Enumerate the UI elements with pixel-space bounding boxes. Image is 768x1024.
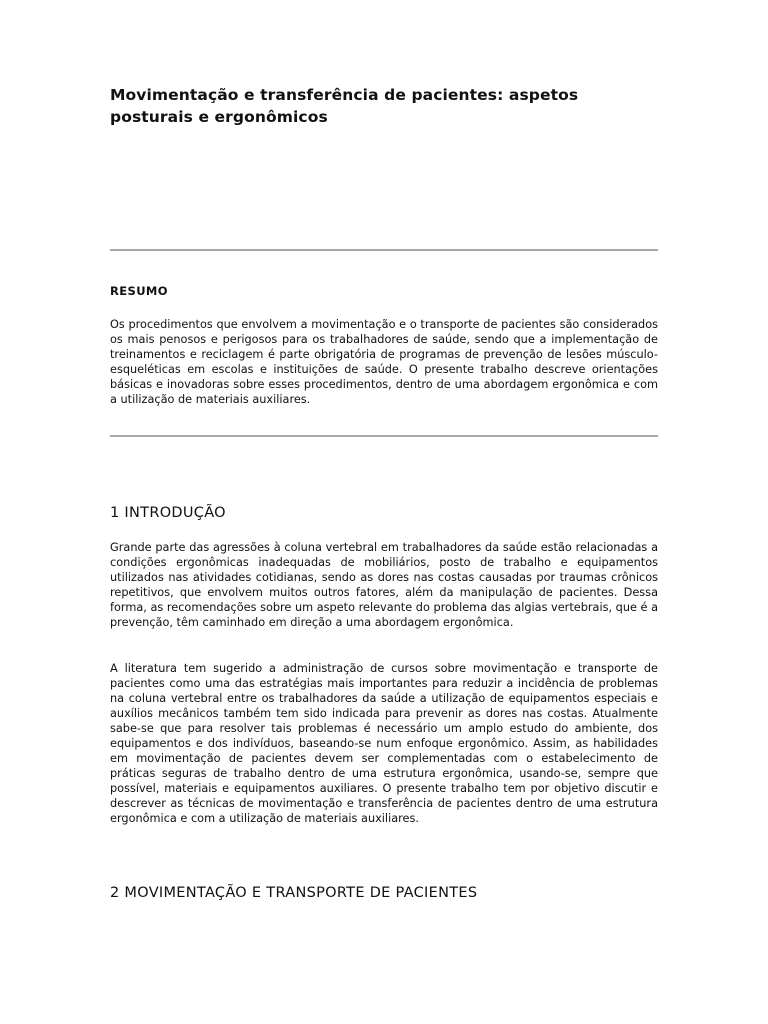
bottom-divider bbox=[110, 435, 658, 437]
document-page bbox=[110, 84, 658, 901]
section-heading-movimentacao: 2 MOVIMENTAÇÃO E TRANSPORTE DE PACIENTES bbox=[110, 885, 478, 901]
abstract-text: Os procedimentos que envolvem a movimentação e o transporte de pacientes são considerados os mais penosos e perigosos para os trabalhadores de saúde, sendo que a implementação de treinamentos e reciclagem é parte obrigatória de programas de prevenção de lesões músculo-esqueléticas em escolas e instituições de saúde. O presente trabalho descreve orientações básicas e inovadoras sobre esses procedimentos, dentro de uma abordagem ergonômica e com a utilização de materiais auxiliares. bbox=[110, 318, 658, 406]
document-title: Movimentação e transferência de pacientes: aspetos posturais e ergonômicos bbox=[110, 86, 579, 126]
abstract-heading: RESUMO bbox=[110, 284, 168, 298]
introduction-paragraph-1: Grande parte das agressões à coluna vertebral em trabalhadores da saúde estão relacionadas a condições ergonômicas inadequadas de mobiliários, posto de trabalho e equipamentos utilizados nas atividades cotidianas, sendo as dores nas costas causadas por traumas crônicos repetitivos, que envolvem muitos outros fatores, além da manipulação de pacientes. Dessa forma, as recomendações sobre um aspeto relevante do problema das algias vertebrais, que é a prevenção, têm caminhado em direção a uma abordagem ergonômica. bbox=[110, 541, 658, 629]
section-heading-introduction: 1 INTRODUÇÃO bbox=[110, 505, 226, 521]
top-divider bbox=[110, 249, 658, 251]
introduction-paragraph-2: A literatura tem sugerido a administração de cursos sobre movimentação e transporte de pacientes como uma das estratégias mais importantes para reduzir a incidência de problemas na coluna vertebral entre os trabalhadores da saúde a utilização de equipamentos especiais e auxílios mecânicos também tem sido indicada para prevenir as dores nas costas. Atualmente sabe-se que para resolver tais problemas é necessário um amplo estudo do ambiente, dos equipamentos e dos indivíduos, baseando-se num enfoque ergonômico. Assim, as habilidades em movimentação de pacientes devem ser complementadas com o estabelecimento de práticas seguras de trabalho dentro de uma estrutura ergonômica, usando-se, sempre que possível, materiais e equipamentos auxiliares. O presente trabalho tem por objetivo discutir e descrever as técnicas de movimentação e transferência de pacientes dentro de uma estrutura ergonômica e com a utilização de materiais auxiliares. bbox=[110, 662, 658, 825]
